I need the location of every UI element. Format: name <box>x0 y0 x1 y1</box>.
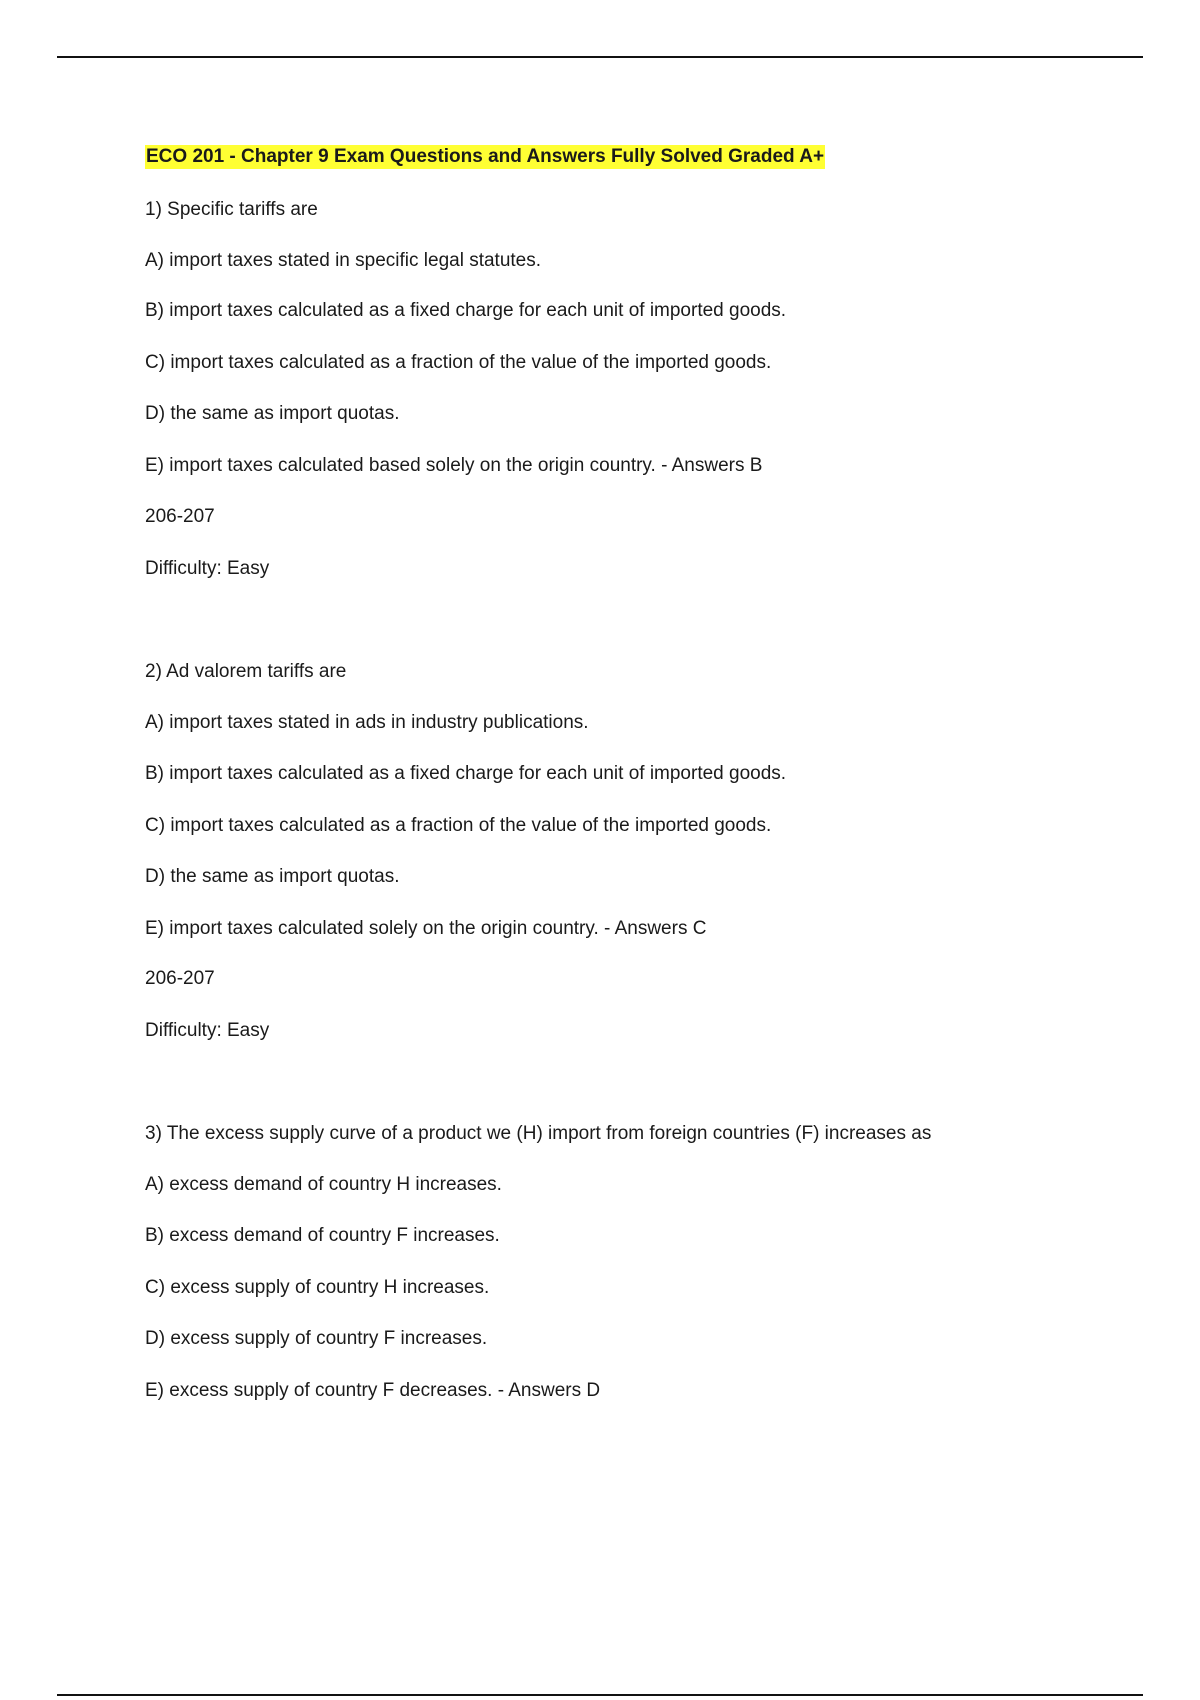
question-prompt: 3) The excess supply curve of a product we (H) import from foreign countries (F) increases as <box>145 1123 932 1144</box>
answer-option-b: B) import taxes calculated as a fixed charge for each unit of imported goods. <box>145 763 787 784</box>
answer-option-d: D) the same as import quotas. <box>145 403 400 424</box>
answer-option-a: A) excess demand of country H increases. <box>145 1174 502 1195</box>
answer-option-a: A) import taxes stated in specific legal statutes. <box>145 250 542 271</box>
answer-option-b: B) import taxes calculated as a fixed charge for each unit of imported goods. <box>145 300 787 321</box>
question-prompt: 2) Ad valorem tariffs are <box>145 661 347 682</box>
answer-option-e: E) import taxes calculated solely on the origin country. - Answers C <box>145 918 707 939</box>
answer-option-d: D) excess supply of country F increases. <box>145 1328 488 1349</box>
answer-option-e: E) import taxes calculated based solely on the origin country. - Answers B <box>145 455 763 476</box>
page-reference: 206-207 <box>145 968 215 989</box>
top-rule <box>57 56 1143 58</box>
answer-option-e: E) excess supply of country F decreases. - Answers D <box>145 1380 601 1401</box>
answer-option-c: C) import taxes calculated as a fraction of the value of the imported goods. <box>145 352 772 373</box>
difficulty-label: Difficulty: Easy <box>145 1020 270 1041</box>
answer-option-d: D) the same as import quotas. <box>145 866 400 887</box>
question-prompt: 1) Specific tariffs are <box>145 199 318 220</box>
answer-option-a: A) import taxes stated in ads in industry publications. <box>145 712 589 733</box>
document-title: ECO 201 - Chapter 9 Exam Questions and Answers Fully Solved Graded A+ <box>146 146 825 167</box>
answer-option-c: C) import taxes calculated as a fraction of the value of the imported goods. <box>145 815 772 836</box>
bottom-rule <box>57 1694 1143 1696</box>
answer-option-c: C) excess supply of country H increases. <box>145 1277 490 1298</box>
difficulty-label: Difficulty: Easy <box>145 558 270 579</box>
answer-option-b: B) excess demand of country F increases. <box>145 1225 500 1246</box>
page-reference: 206-207 <box>145 506 215 527</box>
